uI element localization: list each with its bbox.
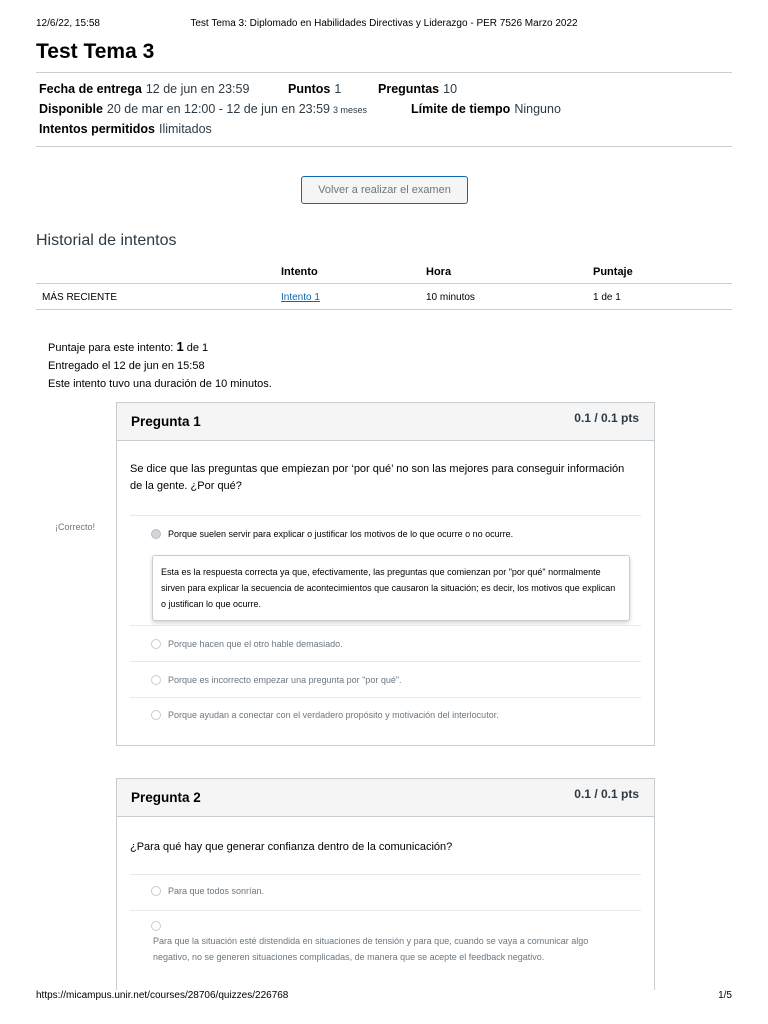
print-title: Test Tema 3: Diplomado en Habilidades Directivas y Liderazgo - PER 7526 Marzo 2022	[190, 18, 578, 29]
column-header-score: Puntaje	[593, 266, 633, 278]
question-card-1	[116, 402, 655, 746]
availability	[39, 102, 367, 116]
divider	[130, 910, 641, 911]
score-suffix: de 1	[186, 342, 209, 354]
page-title: Test Tema 3	[36, 40, 155, 63]
history-table	[36, 260, 732, 310]
points	[288, 82, 341, 96]
divider	[130, 874, 641, 875]
attempt-score: 1 de 1	[593, 292, 621, 303]
answer-label: Para que la situación esté distendida en situaciones de tensión y para que, cuando se vaya a comunicar algo negativo, no se generen situaciones complicadas, de manera que se acepte el feedback negativo.	[153, 936, 589, 962]
print-url: https://micampus.unir.net/courses/28706/quizzes/226768	[36, 990, 289, 1001]
time-limit	[411, 102, 561, 116]
duration-line: Este intento tuvo una duración de 10 minutos.	[48, 378, 272, 390]
question-title: Pregunta 2	[131, 790, 201, 805]
radio-icon[interactable]	[151, 639, 161, 649]
available-duration: 3 meses	[333, 105, 368, 115]
history-title: Historial de intentos	[36, 232, 177, 249]
question-points: 0.1 / 0.1 pts	[574, 787, 639, 801]
question-text: Se dice que las preguntas que empiezan por ‘por qué’ no son las mejores para conseguir información de la gente. ¿Por qué?	[130, 463, 625, 492]
score-prefix: Puntaje para este intento:	[48, 342, 174, 354]
question-header	[117, 403, 654, 441]
question-text: ¿Para qué hay que generar confianza dentro de la comunicación?	[130, 841, 453, 853]
print-footer	[36, 990, 732, 1004]
answer-feedback: Esta es la respuesta correcta ya que, efectivamente, las preguntas que comienzan por "por qué" normalmente sirven para explicar la secuencia de acontecimientos que causaron la situación; es decir, los motivos que explican o justifican lo que ocurre.	[152, 555, 630, 621]
points-label: Puntos	[288, 82, 331, 96]
divider	[36, 146, 732, 147]
radio-icon[interactable]	[151, 710, 161, 720]
divider	[36, 72, 732, 73]
column-header-attempt: Intento	[281, 266, 318, 278]
divider	[130, 515, 641, 516]
due-label: Fecha de entrega	[39, 82, 142, 96]
questions-value: 10	[443, 82, 458, 96]
history-header-row	[36, 260, 732, 284]
print-date: 12/6/22, 15:58	[36, 18, 100, 29]
answer-label: Porque suelen servir para explicar o justificar los motivos de lo que ocurre o no ocurre.	[168, 529, 514, 539]
question-points: 0.1 / 0.1 pts	[574, 411, 639, 425]
answer-label: Porque hacen que el otro hable demasiado.	[168, 639, 343, 649]
allowed-attempts	[39, 122, 212, 136]
print-header	[36, 18, 732, 32]
questions-count	[378, 82, 457, 96]
radio-icon[interactable]	[151, 921, 161, 931]
attempt-link[interactable]: Intento 1	[281, 292, 320, 303]
answer-label: Porque ayudan a conectar con el verdadero propósito y motivación del interlocutor.	[168, 710, 499, 720]
points-value: 1	[334, 82, 342, 96]
radio-selected-icon[interactable]	[151, 529, 161, 539]
answer-label: Porque es incorrecto empezar una pregunta por "por qué".	[168, 675, 402, 685]
radio-icon[interactable]	[151, 675, 161, 685]
attempts-value: Ilimitados	[158, 122, 212, 136]
radio-icon[interactable]	[151, 886, 161, 896]
score-value: 1	[176, 339, 184, 354]
divider	[130, 697, 641, 698]
question-header	[117, 779, 654, 817]
available-value: 20 de mar en 12:00 - 12 de jun en 23:59	[106, 102, 330, 116]
due-value: 12 de jun en 23:59	[145, 82, 250, 96]
correct-answer-marker: ¡Correcto!	[55, 522, 96, 532]
divider	[130, 625, 641, 626]
divider	[130, 661, 641, 662]
question-card-2	[116, 778, 655, 990]
page-number: 1/5	[718, 990, 732, 1001]
retake-quiz-button[interactable]: Volver a realizar el examen	[301, 176, 468, 204]
submitted-line: Entregado el 12 de jun en 15:58	[48, 360, 205, 372]
answer-label: Para que todos sonrían.	[168, 886, 265, 896]
attempt-summary	[48, 338, 272, 393]
table-row	[36, 284, 732, 310]
time-limit-value: Ninguno	[514, 102, 561, 116]
due-date	[39, 82, 249, 96]
attempts-label: Intentos permitidos	[39, 122, 155, 136]
column-header-time: Hora	[426, 266, 452, 278]
attempt-time: 10 minutos	[426, 292, 475, 303]
score-line	[48, 338, 272, 357]
row-label: MÁS RECIENTE	[42, 292, 118, 303]
question-title: Pregunta 1	[131, 414, 201, 429]
available-label: Disponible	[39, 102, 103, 116]
time-limit-label: Límite de tiempo	[411, 102, 511, 116]
questions-label: Preguntas	[378, 82, 440, 96]
